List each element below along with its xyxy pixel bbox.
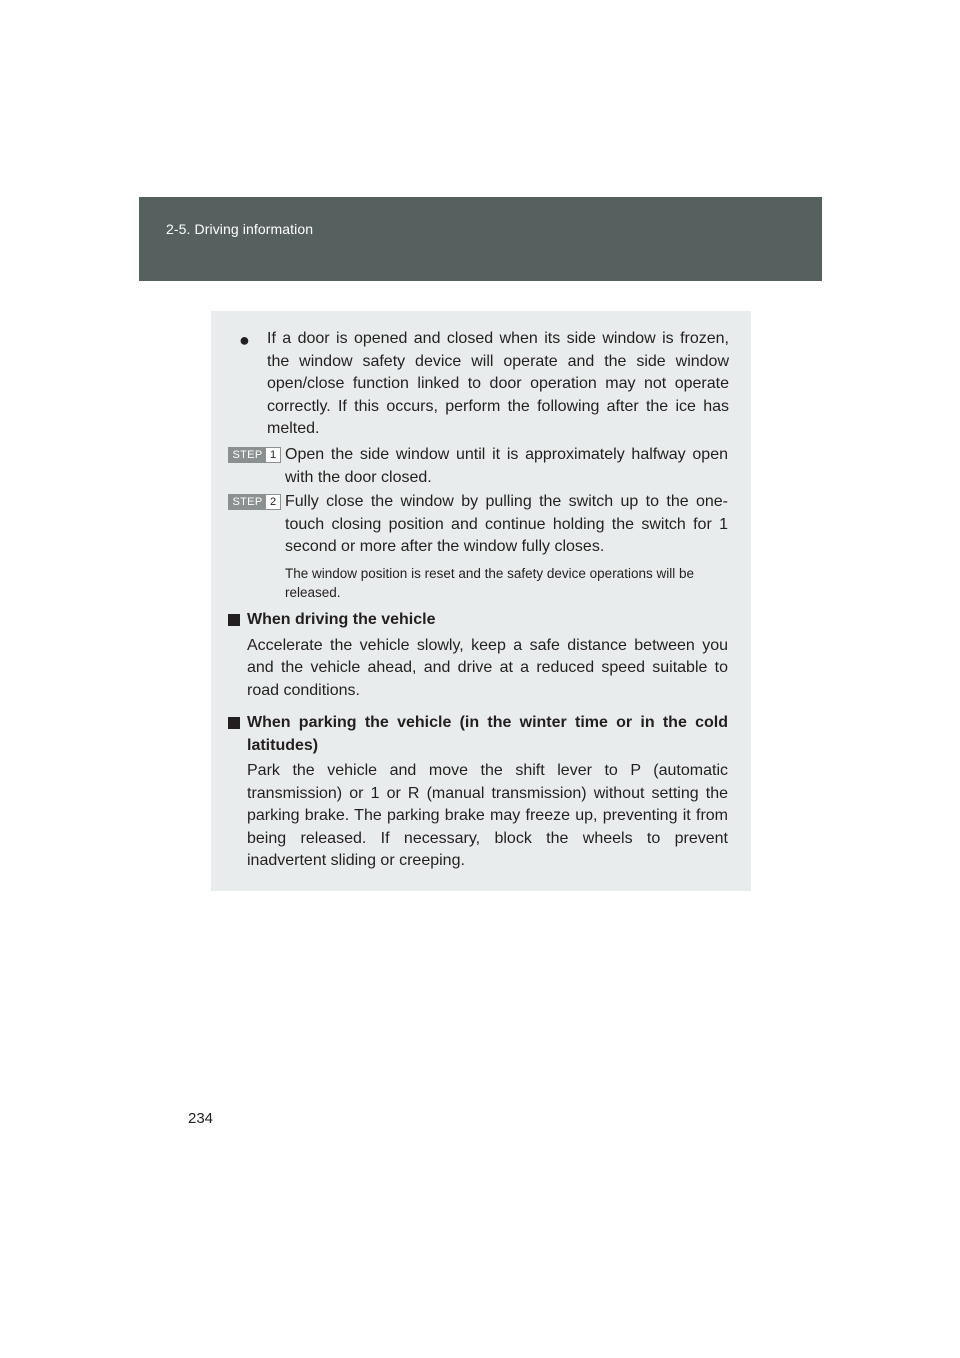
- step-note: The window position is reset and the safety device operations will be released.: [285, 565, 694, 600]
- step-text: Fully close the window by pulling the switch up to the one-touch closing position and continue holding the switch for 1 second or more after the window fully closes.: [285, 493, 728, 555]
- section-parking: [228, 712, 728, 873]
- step-badge-label: STEP: [229, 448, 266, 462]
- step-badge: [228, 447, 281, 463]
- page-number: 234: [188, 1110, 214, 1127]
- square-bullet-icon: [228, 717, 240, 729]
- bullet-text: If a door is opened and closed when its side window is frozen, the window safety device will operate and the side window open/close function linked to door operation may not operate correctly. If this occurs, perform the following after the ice has melted.: [267, 330, 729, 437]
- section-driving: [228, 609, 728, 702]
- step-badge-label: STEP: [229, 495, 266, 509]
- section-title: 2-5. Driving information: [166, 221, 314, 237]
- section-header-band: [139, 197, 822, 281]
- section-heading: When parking the vehicle (in the winter time or in the cold latitudes): [247, 714, 728, 754]
- step-badge: [228, 494, 281, 510]
- step-text: Open the side window until it is approximately halfway open with the door closed.: [285, 446, 728, 486]
- step-2: [228, 491, 728, 602]
- bullet-item-frozen-window: [239, 328, 729, 441]
- bullet-dot-icon: ●: [239, 330, 250, 350]
- step-badge-number: 1: [269, 449, 277, 461]
- square-bullet-icon: [228, 614, 240, 626]
- section-body: Park the vehicle and move the shift lever to P (automatic transmission) or 1 or R (manual transmission) without setting the parking brake. The parking brake may freeze up, preventing it from being released. If necessary, block the wheels to prevent inadvertent sliding or creeping.: [247, 762, 728, 869]
- step-badge-number: 2: [269, 496, 277, 508]
- section-heading: When driving the vehicle: [247, 611, 436, 628]
- step-1: [228, 444, 728, 489]
- information-box: [211, 311, 751, 891]
- section-body: Accelerate the vehicle slowly, keep a safe distance between you and the vehicle ahead, and drive at a reduced speed suitable to road conditions.: [247, 636, 728, 699]
